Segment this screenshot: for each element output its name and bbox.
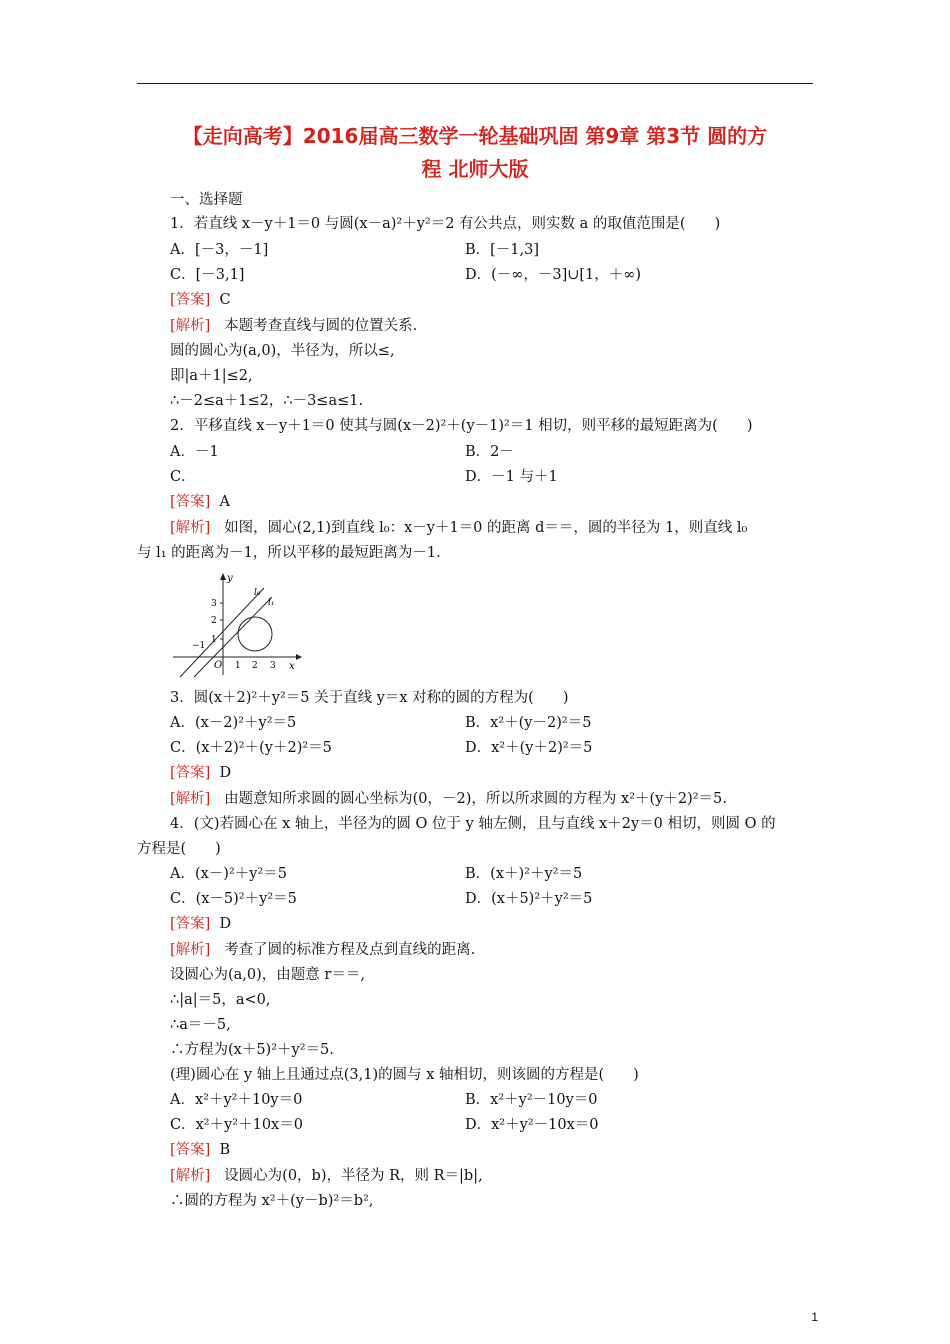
question-3: 3．圆(x＋2)²＋y²＝5 关于直线 y＝x 对称的圆的方程为( ) — [170, 690, 569, 706]
q1-option-d: D．(－∞，－3]∪[1，＋∞) — [465, 267, 642, 283]
explain-label: [解析] — [170, 520, 211, 536]
q2-option-d: D．－1 与＋1 — [465, 469, 558, 485]
answer-value: D — [219, 916, 232, 932]
explain-line: 圆的圆心为(a,0)，半径为，所以≤, — [170, 343, 395, 359]
explain-label: [解析] — [170, 318, 211, 334]
q1-option-b: B．[－1,3] — [465, 242, 540, 258]
q5-option-d: D．x²＋y²－10x＝0 — [465, 1117, 599, 1133]
q3-option-b: B．x²＋(y－2)²＝5 — [465, 715, 592, 731]
explain-line: 即|a＋1|≤2, — [170, 368, 253, 384]
section-heading: 一、选择题 — [170, 192, 243, 208]
q4-answer — [170, 914, 231, 934]
y-axis-arrow — [220, 573, 226, 580]
document-title — [130, 120, 820, 186]
x-tick-label: −1 — [192, 641, 206, 651]
explain-label: [解析] — [170, 942, 211, 958]
explain-text: 本题考查直线与圆的位置关系. — [224, 318, 418, 334]
q2-option-b: B．2－ — [465, 444, 514, 460]
explain-text: 考查了圆的标准方程及点到直线的距离. — [224, 942, 476, 958]
y-tick-label: 2 — [211, 616, 217, 626]
line-l1 — [194, 597, 272, 677]
q4-option-b: B．(x＋)²＋y²＝5 — [465, 866, 583, 882]
explain-line: 设圆心为(a,0)，由题意 r＝＝, — [170, 967, 365, 983]
answer-value: B — [219, 1142, 231, 1158]
explain-text: 如图，圆心(2,1)到直线 l₀：x－y＋1＝0 的距离 d＝＝，圆的半径为 1，则直线 l₀ — [224, 520, 748, 536]
answer-value: C — [219, 292, 231, 308]
q2-answer — [170, 492, 230, 512]
x-label: x — [289, 661, 295, 672]
question-5: (理)圆心在 y 轴上且通过点(3,1)的圆与 x 轴相切，则该圆的方程是( ) — [170, 1067, 639, 1083]
q4-explanation — [170, 940, 475, 960]
explain-text: 由题意知所求圆的圆心坐标为(0，－2)，所以所求圆的方程为 x²＋(y＋2)²＝5. — [224, 791, 727, 807]
q5-explanation — [170, 1166, 483, 1186]
answer-label: [答案] — [170, 765, 211, 781]
explain-text: 设圆心为(0，b)，半径为 R，则 R＝|b|, — [224, 1168, 483, 1184]
q3-option-a: A．(x－2)²＋y²＝5 — [170, 715, 297, 731]
q1-option-c: C．[－3,1] — [170, 267, 245, 283]
answer-label: [答案] — [170, 916, 211, 932]
q4-option-a: A．(x－)²＋y²＝5 — [170, 866, 288, 882]
q4-option-c: C．(x－5)²＋y²＝5 — [170, 891, 297, 907]
answer-label: [答案] — [170, 494, 211, 510]
question-4-cont: 方程是( ) — [137, 841, 221, 857]
y-tick-label: 3 — [211, 599, 217, 609]
top-rule — [137, 83, 813, 84]
y-tick-label: 1 — [211, 635, 217, 645]
explain-line: 与 l₁ 的距离为－1，所以平移的最短距离为－1. — [137, 545, 441, 561]
y-label: y — [227, 573, 233, 584]
q5-option-a: A．x²＋y²＋10y＝0 — [170, 1092, 303, 1108]
q5-option-b: B．x²＋y²－10y＝0 — [465, 1092, 598, 1108]
x-tick-label: 2 — [252, 661, 258, 671]
x-tick-label: 3 — [270, 661, 276, 671]
q2-option-c: C． — [170, 469, 196, 485]
answer-value: D — [219, 765, 232, 781]
title-line-2: 程 北师大版 — [421, 157, 529, 181]
title-line-1: 【走向高考】2016届高三数学一轮基础巩固 第9章 第3节 圆的方 — [182, 124, 768, 148]
answer-value: A — [219, 494, 231, 510]
q1-option-a: A．[－3，－1] — [170, 242, 269, 258]
origin-label: O — [214, 660, 223, 671]
circle-tangent-figure — [168, 570, 303, 680]
explain-line: ∴方程为(x＋5)²＋y²＝5. — [170, 1042, 334, 1058]
explain-line: ∴圆的方程为 x²＋(y－b)²＝b², — [170, 1193, 374, 1209]
question-4: 4．(文)若圆心在 x 轴上，半径为的圆 O 位于 y 轴左侧，且与直线 x＋2y＝0 相切，则圆 O 的 — [170, 816, 776, 832]
l1-label: l₁ — [268, 598, 275, 608]
q1-answer — [170, 290, 231, 310]
q1-explanation — [170, 316, 417, 336]
explain-line: ∴a＝－5, — [170, 1017, 231, 1033]
q3-answer — [170, 763, 231, 783]
circle — [238, 617, 272, 651]
explain-label: [解析] — [170, 1168, 211, 1184]
q4-option-d: D．(x＋5)²＋y²＝5 — [465, 891, 593, 907]
l0-label: l₀ — [254, 588, 261, 598]
explain-line: ∴－2≤a＋1≤2，∴－3≤a≤1. — [170, 393, 364, 409]
q3-explanation — [170, 789, 727, 809]
x-axis-arrow — [296, 654, 302, 660]
q3-option-d: D．x²＋(y＋2)²＝5 — [465, 740, 593, 756]
page-number: 1 — [811, 1310, 818, 1324]
q3-option-c: C．(x＋2)²＋(y＋2)²＝5 — [170, 740, 332, 756]
q2-explanation — [170, 518, 747, 538]
q2-option-a: A．－1 — [170, 444, 219, 460]
q5-answer — [170, 1140, 230, 1160]
answer-label: [答案] — [170, 1142, 211, 1158]
q5-option-c: C．x²＋y²＋10x＝0 — [170, 1117, 303, 1133]
answer-label: [答案] — [170, 292, 211, 308]
explain-line: ∴|a|＝5，a<0, — [170, 992, 271, 1008]
question-2: 2．平移直线 x－y＋1＝0 使其与圆(x－2)²＋(y－1)²＝1 相切，则平移的最短距离为( ) — [170, 418, 753, 434]
x-tick-label: 1 — [235, 661, 241, 671]
explain-label: [解析] — [170, 791, 211, 807]
question-1: 1．若直线 x－y＋1＝0 与圆(x－a)²＋y²＝2 有公共点，则实数 a 的取值范围是( ) — [170, 216, 721, 232]
